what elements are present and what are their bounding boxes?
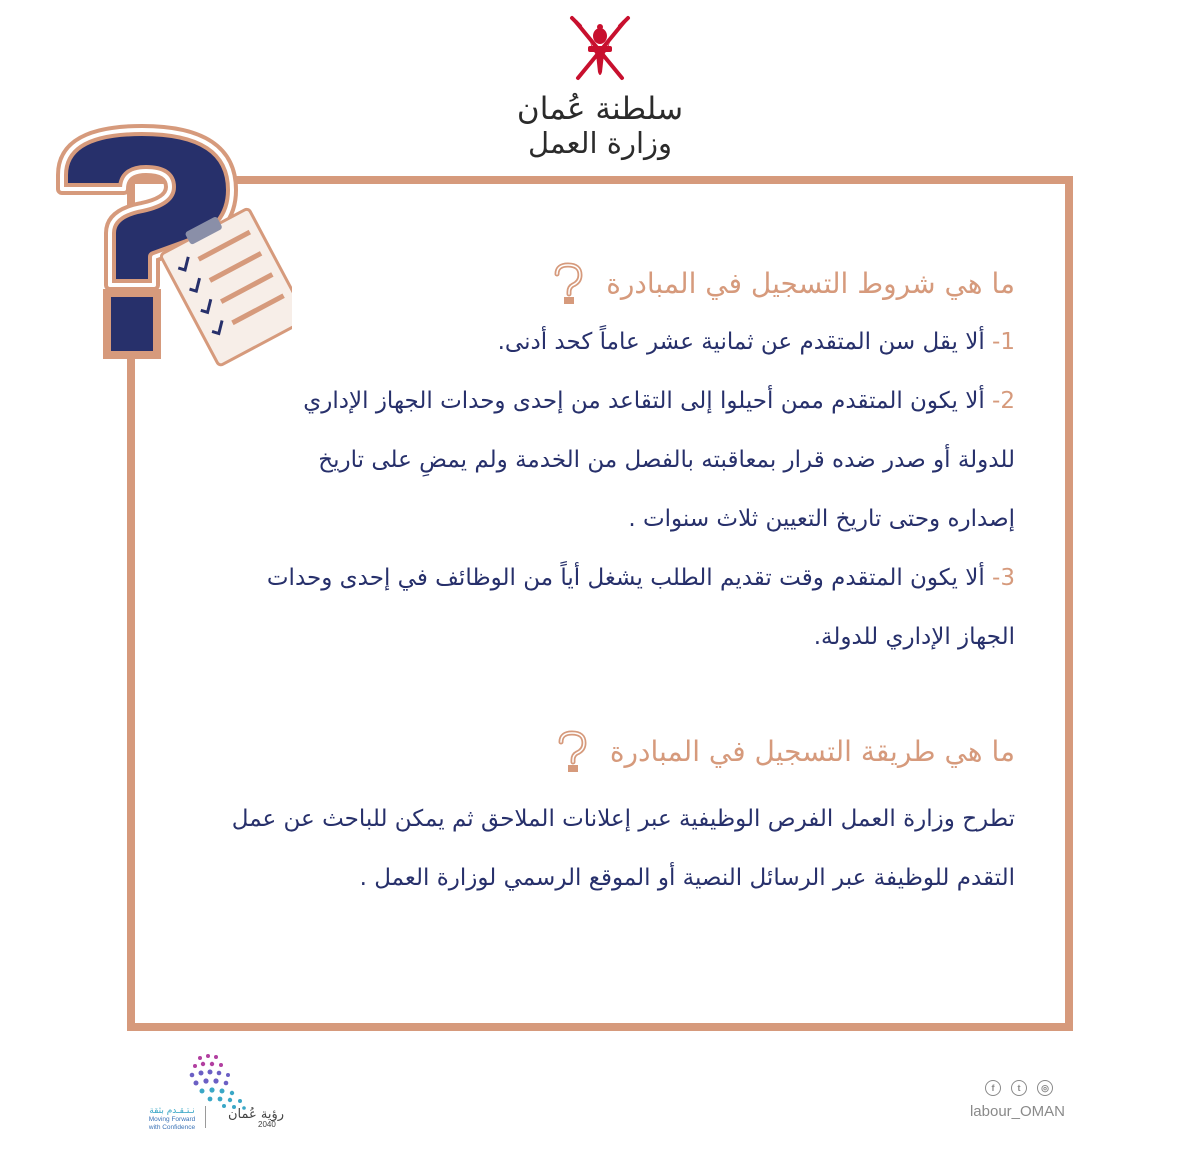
question-mark-icon xyxy=(552,262,584,306)
vision-name: رؤية عُمان xyxy=(228,1107,285,1122)
section2-title: ما هي طريقة التسجيل في المبادرة xyxy=(609,735,1015,768)
section2-heading xyxy=(150,730,1015,774)
twitter-icon[interactable]: t xyxy=(1011,1080,1027,1096)
section1 xyxy=(150,262,1015,306)
vision-year: 2040 xyxy=(258,1120,276,1129)
sultanate-name: سلطنة عُمان xyxy=(516,91,684,127)
section2-body xyxy=(150,790,1015,908)
condition-item-2-line-2: للدولة أو صدر ضده قرار بمعاقبته بالفصل من الخدمة ولم يمضِ على تاريخ xyxy=(318,447,1015,473)
ministry-name: وزارة العمل xyxy=(527,126,673,160)
registration-method-line-2: التقدم للوظيفة عبر الرسائل النصية أو الموقع الرسمي لوزارة العمل . xyxy=(359,865,1015,891)
oman-emblem-icon xyxy=(560,12,640,90)
condition-item-3: 3- ألا يكون المتقدم وقت تقديم الطلب يشغل أياً من الوظائف في إحدى وحدات xyxy=(266,565,1015,591)
social-icons xyxy=(968,1080,1070,1096)
social-handle[interactable]: labour_OMAN xyxy=(969,1103,1066,1120)
condition-item-3-line-2: الجهاز الإداري للدولة. xyxy=(813,624,1015,650)
condition-item-2: 2- ألا يكون المتقدم ممن أحيلوا إلى التقاعد من إحدى وحدات الجهاز الإداري xyxy=(303,388,1015,414)
question-mark-icon xyxy=(556,730,588,774)
condition-item-2-line-3: إصداره وحتى تاريخ التعيين ثلاث سنوات . xyxy=(628,506,1015,532)
condition-item-1: 1- ألا يقل سن المتقدم عن ثمانية عشر عاماً كحد أدنى. xyxy=(497,329,1015,355)
section1-title: ما هي شروط التسجيل في المبادرة xyxy=(606,267,1015,300)
section1-heading xyxy=(150,262,1015,306)
ministry-wordmark xyxy=(480,92,720,160)
instagram-icon[interactable]: ◎ xyxy=(1037,1080,1053,1096)
section1-items xyxy=(150,313,1015,667)
vision-slogan: نـتـقـدم بثقة Moving Forward with Confidence xyxy=(148,1106,196,1131)
section2 xyxy=(150,730,1015,774)
registration-method-line-1: تطرح وزارة العمل الفرص الوظيفية عبر إعلانات الملاحق ثم يمكن للباحث عن عمل xyxy=(231,806,1015,832)
facebook-icon[interactable]: f xyxy=(985,1080,1001,1096)
footer-divider xyxy=(205,1106,206,1128)
